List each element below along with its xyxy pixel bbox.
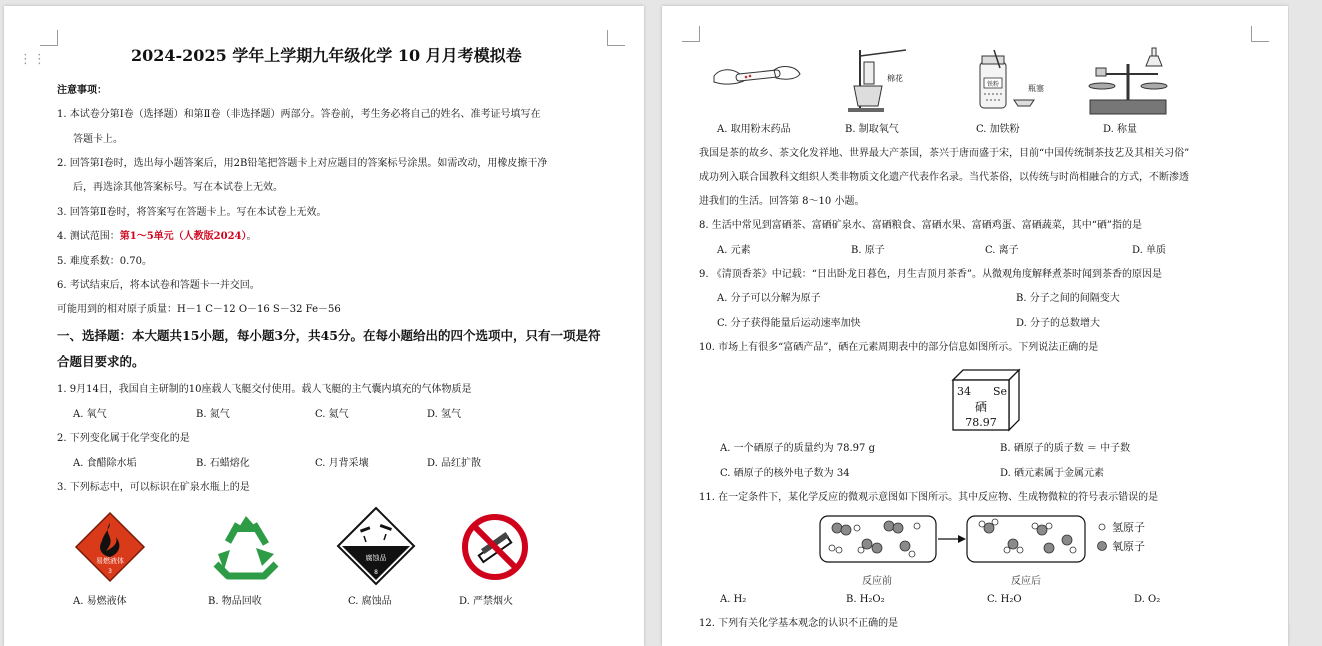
q2-option-d: D. 品红扩散 xyxy=(427,458,482,469)
q3-option-c: C. 腐蚀品 xyxy=(348,596,392,607)
q9-option-a: A. 分子可以分解为原子 xyxy=(717,293,821,304)
notice-4 xyxy=(57,230,256,244)
question-11: 11. 在一定条件下，某化学反应的微观示意图如下图所示。其中反应物、生成物微粒的符号表示错误的是 xyxy=(699,492,1159,503)
q1-option-b: B. 氮气 xyxy=(196,409,230,420)
tea-passage-2: 成功列入联合国教科文组织人类非物质文化遗产代表作名录。当代茶俗，以传统与时尚相融合的方式，不断渗透 xyxy=(699,172,1189,183)
element-symbol: Se xyxy=(993,385,1008,398)
sign-1-label: 易燃液体 xyxy=(96,557,124,565)
question-10: 10. 市场上有很多“富硒产品”，硒在元素周期表中的部分信息如图所示。下列说法正确的是 xyxy=(699,342,1099,353)
q7-option-b: B. 制取氧气 xyxy=(845,124,899,135)
q8-option-a: A. 元素 xyxy=(717,245,751,256)
question-12: 12. 下列有关化学基本观念的认识不正确的是 xyxy=(699,618,899,629)
q10-option-c: C. 硒原子的核外电子数为 34 xyxy=(720,468,850,479)
right-margin-strip xyxy=(1289,0,1322,623)
q7-option-a: A. 取用粉末药品 xyxy=(717,124,791,135)
q8-option-d: D. 单质 xyxy=(1132,245,1167,256)
notice-2-cont: 后，再选涂其他答案标号。写在本试卷上无效。 xyxy=(73,182,283,193)
notice-4-label: 4. 测试范围： xyxy=(57,231,120,242)
tea-passage-1: 我国是茶的故乡、茶文化发祥地、世界最大产茶国，茶兴于唐而盛于宋，目前“中国传统制茶技艺及其相关习俗” xyxy=(699,148,1190,159)
notice-heading: 注意事项： xyxy=(57,85,107,96)
notice-1: 1. 本试卷分第Ⅰ卷（选择题）和第Ⅱ卷（非选择题）两部分。答卷前，考生务必将自己的姓名、准考证号填写在 xyxy=(57,109,541,120)
sign-3-label: 腐蚀品 xyxy=(365,554,387,562)
flammable-liquid-sign-icon xyxy=(74,511,146,583)
q1-option-c: C. 氦气 xyxy=(315,409,349,420)
left-page xyxy=(4,6,644,646)
label-before: 反应前 xyxy=(862,576,892,587)
stopper-label: 瓶塞 xyxy=(1028,84,1044,93)
q10-option-d: D. 硒元素属于金属元素 xyxy=(1000,468,1105,479)
q3-option-b: B. 物品回收 xyxy=(208,596,262,607)
atomic-masses: 可能用到的相对原子质量：H－1 C－12 O－16 S－32 Fe－56 xyxy=(57,304,341,315)
q3-option-a: A. 易燃液体 xyxy=(73,596,127,607)
selenium-element-card xyxy=(949,366,1021,432)
tea-passage-3: 进我们的生活。回答第 8～10 小题。 xyxy=(699,196,865,207)
q7-option-c: C. 加铁粉 xyxy=(976,124,1020,135)
notice-5: 5. 难度系数：0.70。 xyxy=(57,256,152,267)
label-after: 反应后 xyxy=(1011,576,1041,587)
exam-title: 2024-2025 学年上学期九年级化学 10 月月考模拟卷 xyxy=(131,46,522,65)
cotton-label: 棉花 xyxy=(887,74,903,83)
right-page xyxy=(662,6,1288,646)
atomic-mass: 78.97 xyxy=(965,416,997,429)
question-1: 1. 9月14日，我国自主研制的10座载人飞艇交付使用。载人飞艇的主气囊内填充的气体物质是 xyxy=(57,384,472,395)
drag-handle-icon[interactable]: ⋮⋮ xyxy=(19,52,47,67)
question-8: 8. 生活中常见到富硒茶、富硒矿泉水、富硒粮食、富硒水果、富硒鸡蛋、富硒蔬菜，其中“硒”指的是 xyxy=(699,220,1142,231)
q8-option-b: B. 原子 xyxy=(851,245,885,256)
q9-option-c: C. 分子获得能量后运动速率加快 xyxy=(717,318,861,329)
notice-3: 3. 回答第Ⅱ卷时，将答案写在答题卡上。写在本试卷上无效。 xyxy=(57,207,327,218)
q1-option-d: D. 氢气 xyxy=(427,409,462,420)
section-1-heading: 一、选择题：本大题共15小题，每小题3分，共45分。在每小题给出的四个选项中，只有一项是符 xyxy=(57,328,601,343)
q8-option-c: C. 离子 xyxy=(985,245,1019,256)
crop-mark xyxy=(682,26,700,42)
legend-hydrogen: 氢原子 xyxy=(1112,521,1145,534)
q3-option-d: D. 严禁烟火 xyxy=(459,596,514,607)
q10-option-b: B. 硒原子的质子数 ＝ 中子数 xyxy=(1000,443,1131,454)
question-3: 3. 下列标志中，可以标识在矿泉水瓶上的是 xyxy=(57,482,250,493)
notice-1-cont: 答题卡上。 xyxy=(73,134,123,145)
q9-option-d: D. 分子的总数增大 xyxy=(1016,318,1101,329)
q11-option-a: A. H₂ xyxy=(720,594,747,605)
recycle-icon xyxy=(208,514,284,580)
section-1-heading-cont: 合题目要求的。 xyxy=(57,354,145,369)
balance-icon xyxy=(1086,44,1170,116)
legend-oxygen: 氧原子 xyxy=(1112,540,1145,553)
element-name: 硒 xyxy=(974,400,988,414)
sign-3-number: 8 xyxy=(374,569,378,576)
q2-option-b: B. 石蜡熔化 xyxy=(196,458,250,469)
corrosive-sign-icon xyxy=(336,506,416,586)
q11-option-d: D. O₂ xyxy=(1134,594,1161,605)
oxygen-apparatus-icon xyxy=(842,42,914,114)
sign-1-number: 3 xyxy=(108,568,112,575)
q2-option-c: C. 月背采壤 xyxy=(315,458,369,469)
q10-option-a: A. 一个硒原子的质量约为 78.97 g xyxy=(720,443,875,454)
q7-option-d: D. 称量 xyxy=(1103,124,1138,135)
q11-option-c: C. H₂O xyxy=(987,594,1022,605)
notice-2: 2. 回答第Ⅰ卷时，选出每小题答案后，用2B铅笔把答题卡上对应题目的答案标号涂黑。如需改动，用橡皮擦干净 xyxy=(57,158,548,169)
q1-option-a: A. 氧气 xyxy=(73,409,107,420)
reaction-diagram xyxy=(817,514,1177,590)
iron-powder-jar-icon xyxy=(974,48,1066,114)
crop-mark xyxy=(40,30,58,46)
notice-4-end: 。 xyxy=(246,231,257,242)
crop-mark xyxy=(607,30,625,46)
question-9: 9. 《清顶香茶》中记载：“日出卧龙日暮色，月生吉顶月茶香”。从微观角度解释煮茶时闻到茶香的原因是 xyxy=(699,269,1162,280)
notice-6: 6. 考试结束后，将本试卷和答题卡一并交回。 xyxy=(57,280,260,291)
question-2: 2. 下列变化属于化学变化的是 xyxy=(57,433,190,444)
test-range: 第1～5单元（人教版2024） xyxy=(119,231,247,242)
no-smoking-icon xyxy=(460,512,530,582)
powder-sampling-icon xyxy=(712,58,802,94)
atomic-number: 34 xyxy=(957,385,971,398)
q2-option-a: A. 食醋除水垢 xyxy=(73,458,137,469)
jar-label: 铁粉 xyxy=(986,81,1000,88)
q11-option-b: B. H₂O₂ xyxy=(846,594,885,605)
crop-mark xyxy=(1251,26,1269,42)
q9-option-b: B. 分子之间的间隔变大 xyxy=(1016,293,1120,304)
